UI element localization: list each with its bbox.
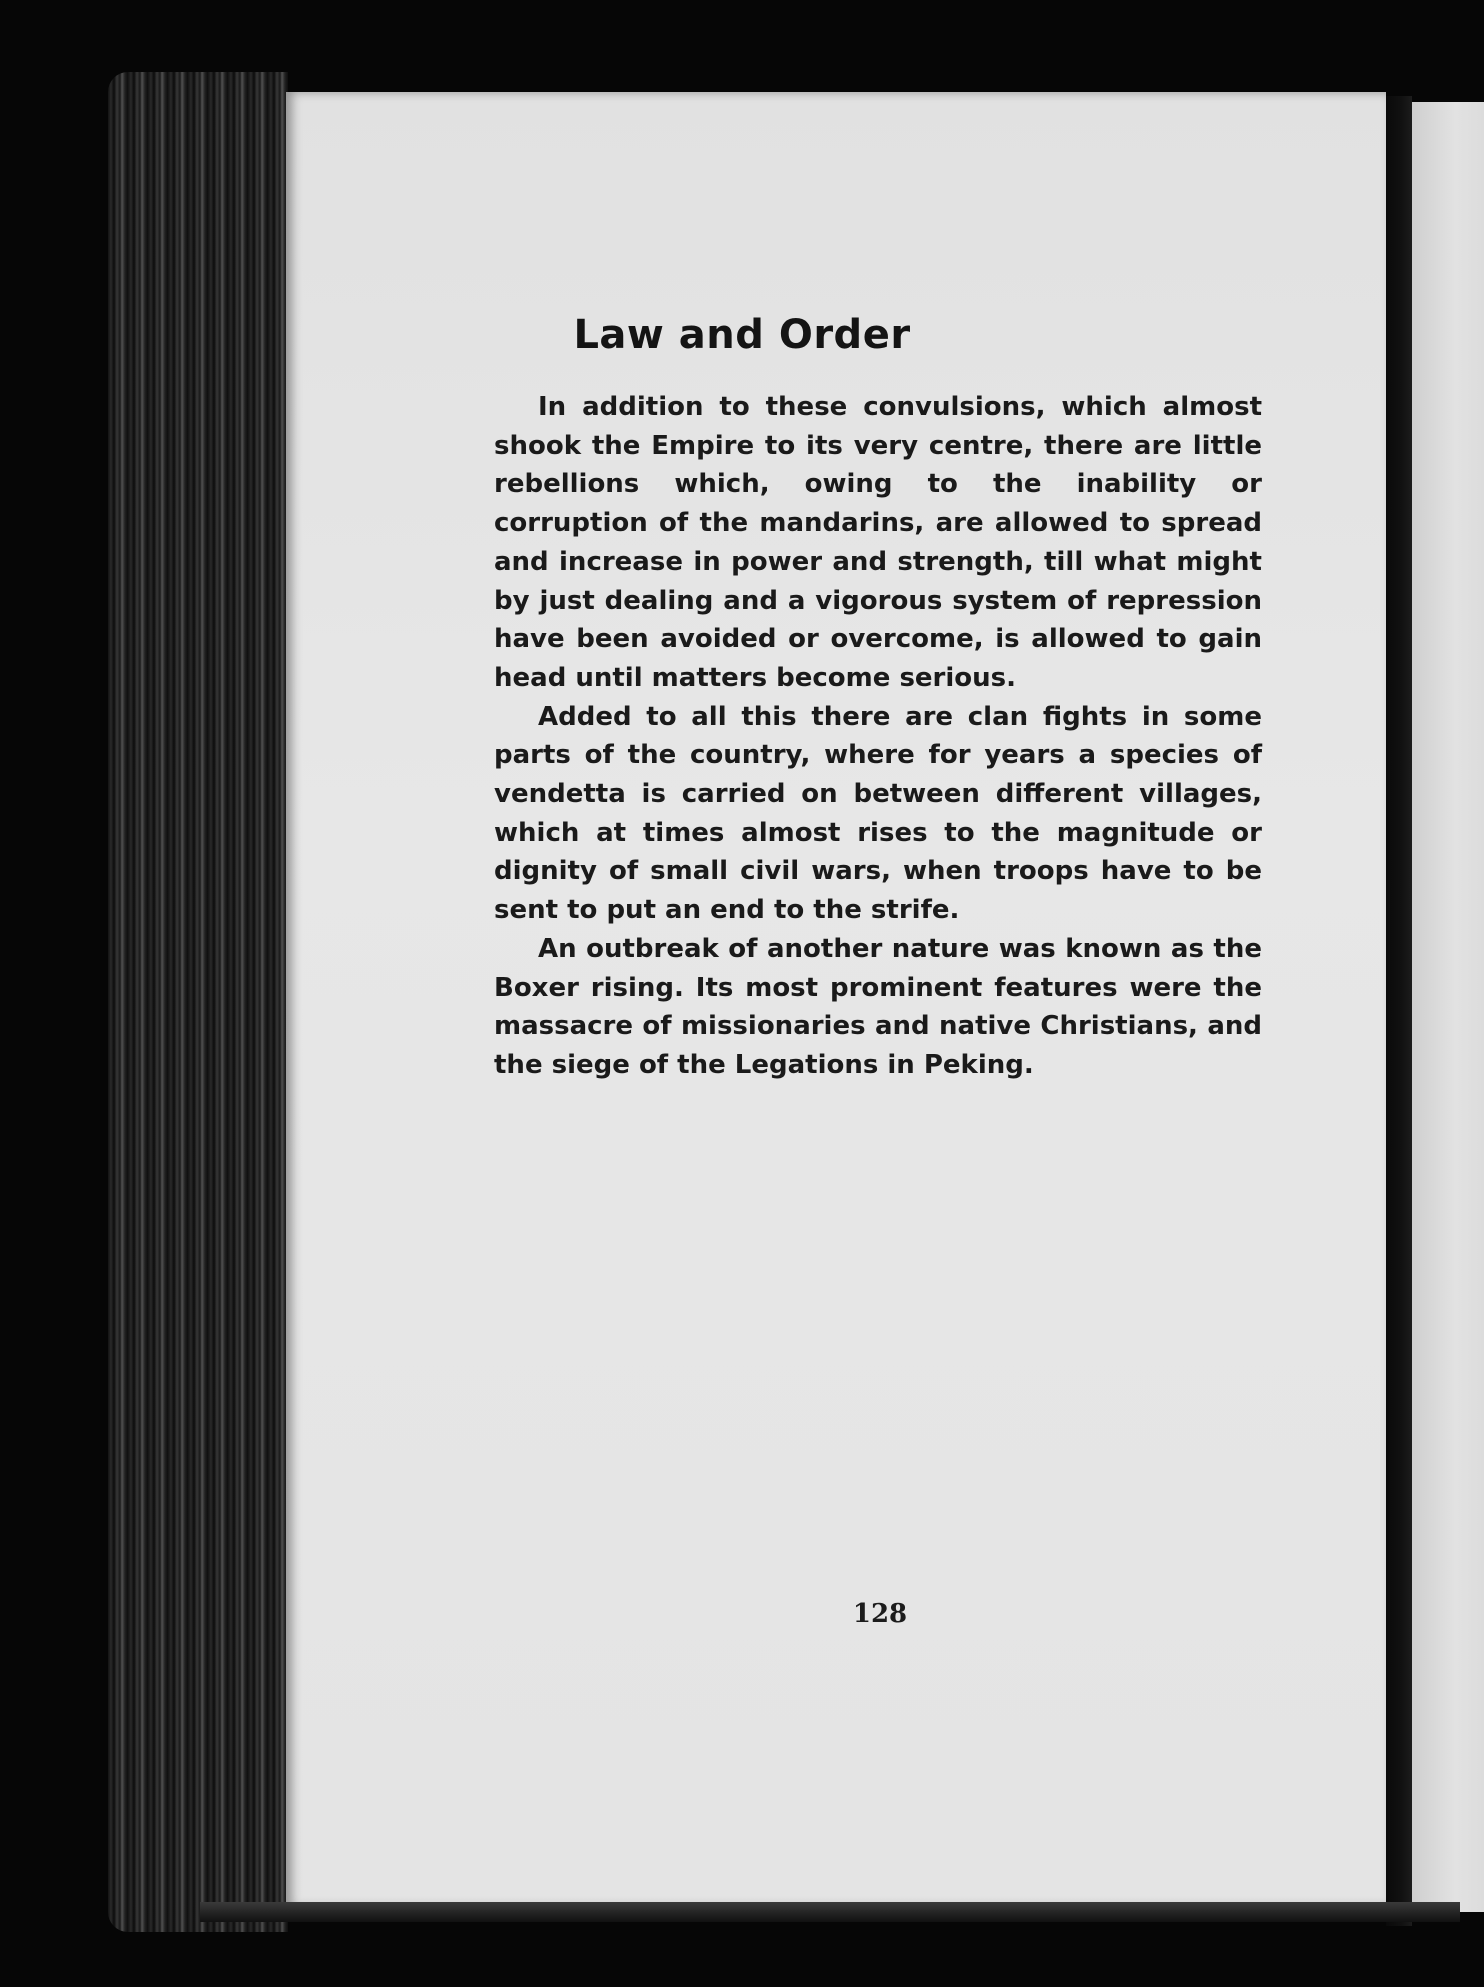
paragraph: In addition to these convulsions, which almost shook the Empire to its very centre, there are little rebellions which, owing to the inability or corruption of the mandarins, are allowed to spread and increase in power and strength, till what might by just dealing and a vigorous system of repression have been avoided or overcome, is allowed to gain head until matters become serious. bbox=[494, 392, 1262, 693]
page-number: 128 bbox=[852, 1599, 908, 1629]
page-bottom-edge bbox=[200, 1902, 1460, 1922]
paragraph: An outbreak of another nature was known as the Boxer rising. Its most prominent features were the massacre of missionaries and native Christians, and the siege of the Legations in Peking. bbox=[494, 933, 1262, 1080]
facing-page bbox=[1412, 102, 1484, 1912]
chapter-heading: Law and Order bbox=[573, 312, 911, 358]
body-text bbox=[494, 388, 1262, 1085]
paragraph: Added to all this there are clan fights in some parts of the country, where for years a species of vendetta is carried on between different villages, which at times almost rises to the magnitude or dignity of small civil wars, when troops have to be sent to put an end to the strife. bbox=[494, 701, 1262, 926]
book-gutter bbox=[1386, 96, 1412, 1926]
